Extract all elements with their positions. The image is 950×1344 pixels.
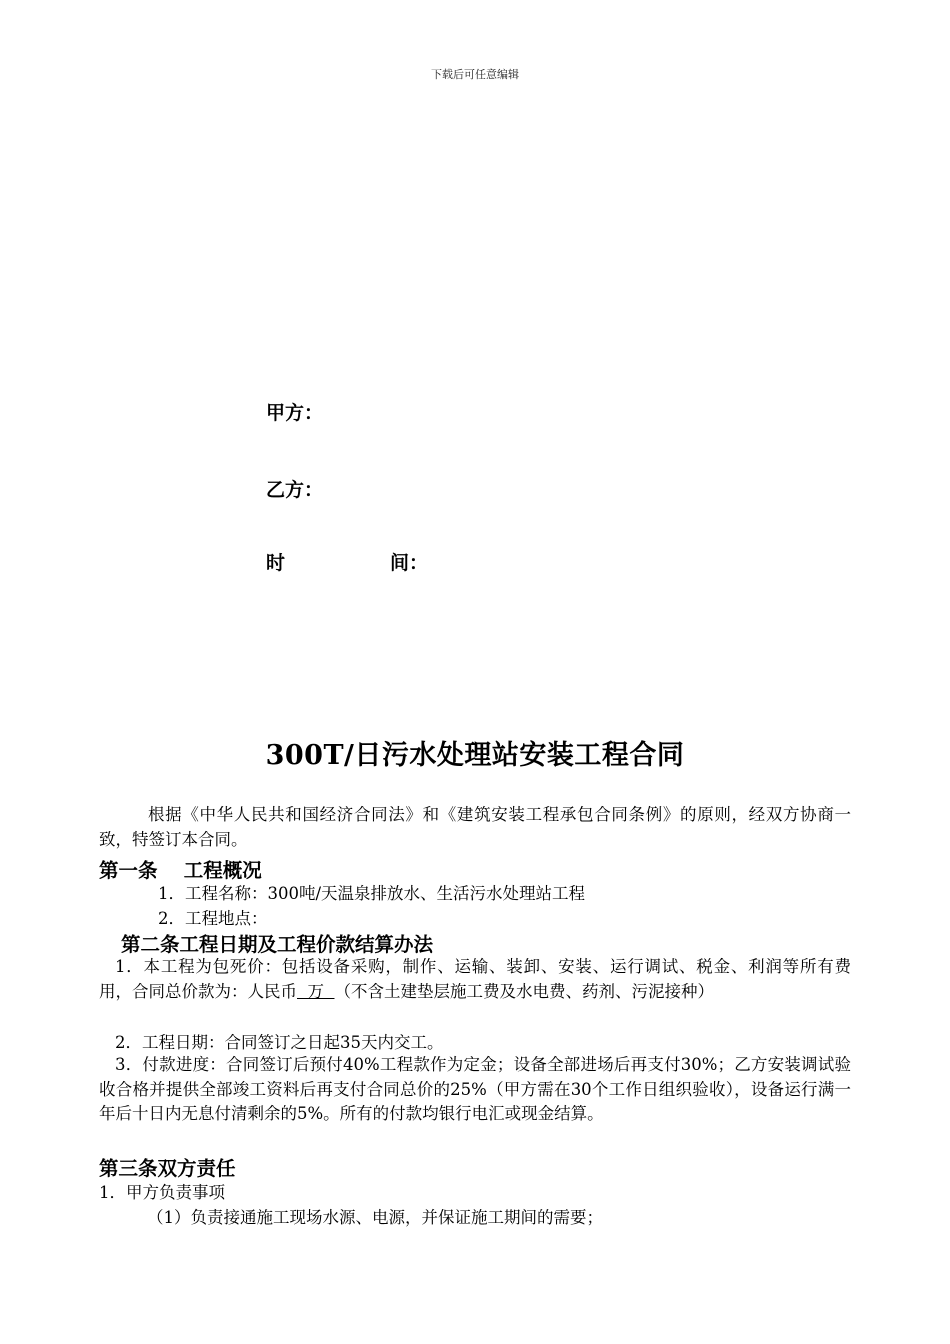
article-2-heading: 第二条工程日期及工程价款结算办法 <box>121 933 434 956</box>
intro-paragraph: 根据《中华人民共和国经济合同法》和《建筑安装工程承包合同条例》的原则，经双方协商一致，特签订本合同。 <box>99 805 851 849</box>
article-3-subsection-1-item-1: （1）负责接通施工现场水源、电源，并保证施工期间的需要； <box>147 1208 603 1227</box>
time-label-part-2: 间： <box>390 552 429 574</box>
page-header-note: 下载后可任意编辑 <box>431 68 519 81</box>
party-b-label: 乙方： <box>266 479 324 501</box>
party-a-label: 甲方： <box>266 402 324 424</box>
time-label-part-1: 时 <box>266 552 286 574</box>
contract-title: 300T/日污水处理站安装工程合同 <box>265 740 685 771</box>
article-3-subsection-1: 1．甲方负责事项 <box>99 1183 225 1202</box>
article-2-item-1-text: 1．本工程为包死价：包括设备采购，制作、运输、装卸、安装、运行调试、税金、利润等所有费用，合同总价款为：人民币 <box>99 957 851 1001</box>
article-2-item-1 <box>99 955 851 1004</box>
article-1-item-1: 1．工程名称：300吨/天温泉排放水、生活污水处理站工程 <box>158 884 586 903</box>
article-2-item-3: 3．付款进度：合同签订后预付40%工程款作为定金；设备全部进场后再支付30%；乙方安装调试验收合格并提供全部竣工资料后再支付合同总价的25%（甲方需在30个工作日组织验收），设备运行满一年后十日内无息付清剩余的5%。所有的付款均银行电汇或现金结算。 <box>99 1055 851 1123</box>
article-1-heading: 第一条 工程概况 <box>99 859 262 882</box>
article-3-heading: 第三条双方责任 <box>99 1157 236 1180</box>
article-1-item-2: 2．工程地点： <box>158 909 268 928</box>
contract-amount: 万 <box>297 981 335 1001</box>
article-2-item-1-note: （不含土建垫层施工费及水电费、药剂、污泥接种） <box>334 981 714 1001</box>
article-2-item-2: 2．工程日期：合同签订之日起35天内交工。 <box>115 1033 444 1052</box>
